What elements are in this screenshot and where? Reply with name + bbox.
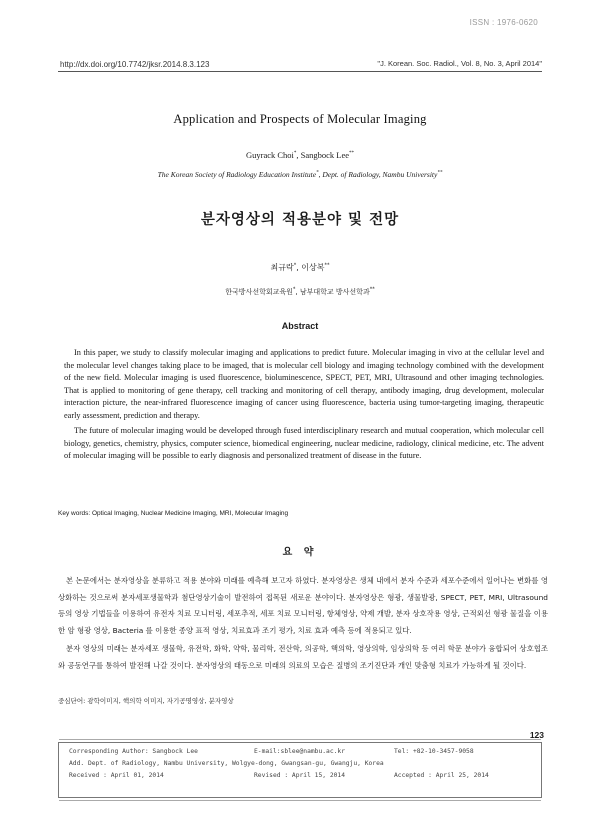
- abstract-heading: Abstract: [281, 321, 319, 331]
- doi-link[interactable]: http://dx.doi.org/10.7742/jksr.2014.8.3.123: [60, 60, 210, 69]
- korean-affiliation-mark: **: [369, 286, 375, 293]
- address: Add. Dept. of Radiology, Nambu University, Wolgye-dong, Gwangsan-gu, Gwangju, Korea: [69, 760, 384, 767]
- keywords: Key words: Optical Imaging, Nuclear Medicine Imaging, MRI, Molecular Imaging: [58, 510, 289, 517]
- affiliation-part: , Dept. of Radiology, Nambu University: [318, 170, 438, 179]
- affiliation-part: The Korean Society of Radiology Education Institute: [157, 170, 317, 179]
- corresponding-author: Corresponding Author: Sangbock Lee: [69, 748, 198, 755]
- korean-author-name: 최규락: [270, 263, 294, 272]
- header-divider: [58, 71, 542, 72]
- korean-abstract-paragraph: 본 논문에서는 분자영상을 분류하고 적용 분야와 미래를 예측해 보고자 하였다. 분자영상은 생체 내에서 분자 수준과 세포수준에서 일어나는 변화를 영상화하는 것으로써 분자세포생물학과 첨단영상기술이 발전하여 접목된 새로운 분야이다. 분자영상은 형광, 생물발광, SPECT, PET, MRI, Ultrasound 등의 영상 기법들을 이용하여 유전자 치료 모니터링, 세포추적, 세포 치료 모니터링, 항체영상, 약제 개발, 분자 상호작용 영상, 근적외선 형광 물질을 이용한 암 형광 영상, Bacteria 를 이용한 종양 표적 영상, 치료효과 조기 평가, 치료 효과 예측 등에 적용되고 있다.: [58, 576, 548, 635]
- abstract-body: [64, 347, 544, 466]
- korean-abstract-body: [58, 573, 548, 676]
- korean-affiliation-mark: *: [292, 286, 296, 293]
- author-mark: *: [293, 151, 297, 157]
- revised-date: Revised : April 15, 2014: [254, 772, 345, 779]
- affiliation-mark: *: [316, 170, 319, 176]
- abstract-paragraph: In this paper, we study to classify molecular imaging and applications to predict future. Molecular imaging in vivo at the cellular level and the molecular level changes taking place to be imaged, that is molecular cell biology and imaging technology combined with the development of the new field. Molecular imaging is used fluorescence, bioluminescence, SPECT, PET, MRI, Ultrasound and other imaging technologies. That is applied to monitoring of gene therapy, cell tracking and monitoring of cell therapy, antibody imaging, drug development, molecular interaction picture, the near-infrared fluorescence imaging of cancer using fluorescence, bacteria using tumor-targeting imaging, therapeutic early assessment, prediction and therapy.: [64, 348, 544, 420]
- email-link[interactable]: E-mail:sblee@nambu.ac.kr: [254, 748, 345, 755]
- korean-author-list: [0, 262, 600, 273]
- paper-title: Application and Prospects of Molecular Imaging: [173, 112, 427, 126]
- korean-abstract-paragraph: 분자 영상의 미래는 분자세포 생물학, 유전학, 화학, 약학, 물리학, 전산학, 의공학, 핵의학, 영상의학, 임상의학 등 여러 학문 분야가 융합되어 상호협조와 공동연구를 통하여 발전해 나갈 것이다. 분자영상의 태동으로 미래의 의료의 모습은 질병의 조기진단과 개인 맞춤형 치료가 가능하게 될 것이다.: [58, 644, 548, 670]
- korean-author-name: 이상복: [301, 263, 325, 272]
- page-number: 123: [529, 730, 544, 740]
- author-list: [0, 150, 600, 160]
- abstract-paragraph: The future of molecular imaging would be developed through fused interdisciplinary research and mutual cooperation, which molecular cell biology, genetics, chemistry, physics, computer science, biomedical engineering, nuclear medicine, radiology, clinical medicine, etc. The advent of molecular imaging will be possible to early diagnosis and personalized treatment of disease in the future.: [64, 426, 544, 460]
- author-mark: **: [349, 151, 355, 157]
- korean-title: 분자영상의 적용분야 및 전망: [200, 212, 400, 228]
- accepted-date: Accepted : April 25, 2014: [394, 772, 489, 779]
- corresponding-info-box: [58, 742, 542, 798]
- korean-affiliation-part: , 남부대학교 방사선학과: [295, 288, 370, 296]
- korean-author-separator: ,: [296, 263, 302, 272]
- received-date: Received : April 01, 2014: [69, 772, 164, 779]
- author-separator: ,: [296, 150, 301, 160]
- affiliation: [0, 170, 600, 179]
- telephone: Tel: +82-10-3457-9058: [394, 748, 474, 755]
- journal-citation: "J. Korean. Soc. Radiol., Vol. 8, No. 3, April 2014": [377, 59, 542, 68]
- korean-author-mark: *: [293, 262, 297, 269]
- affiliation-mark: **: [437, 170, 443, 176]
- author-name: Guyrack Choi: [245, 150, 294, 160]
- issn-label: ISSN : 1976-0620: [469, 18, 538, 27]
- korean-abstract-heading: 요 약: [282, 547, 318, 558]
- korean-author-mark: **: [324, 262, 330, 269]
- korean-affiliation: [0, 287, 600, 297]
- korean-keywords: 중심단어: 광학이미지, 핵의학 이미지, 자기공명영상, 분자영상: [58, 697, 234, 705]
- author-name: Sangbock Lee: [300, 150, 350, 160]
- korean-affiliation-part: 한국방사선학회교육원: [225, 288, 293, 296]
